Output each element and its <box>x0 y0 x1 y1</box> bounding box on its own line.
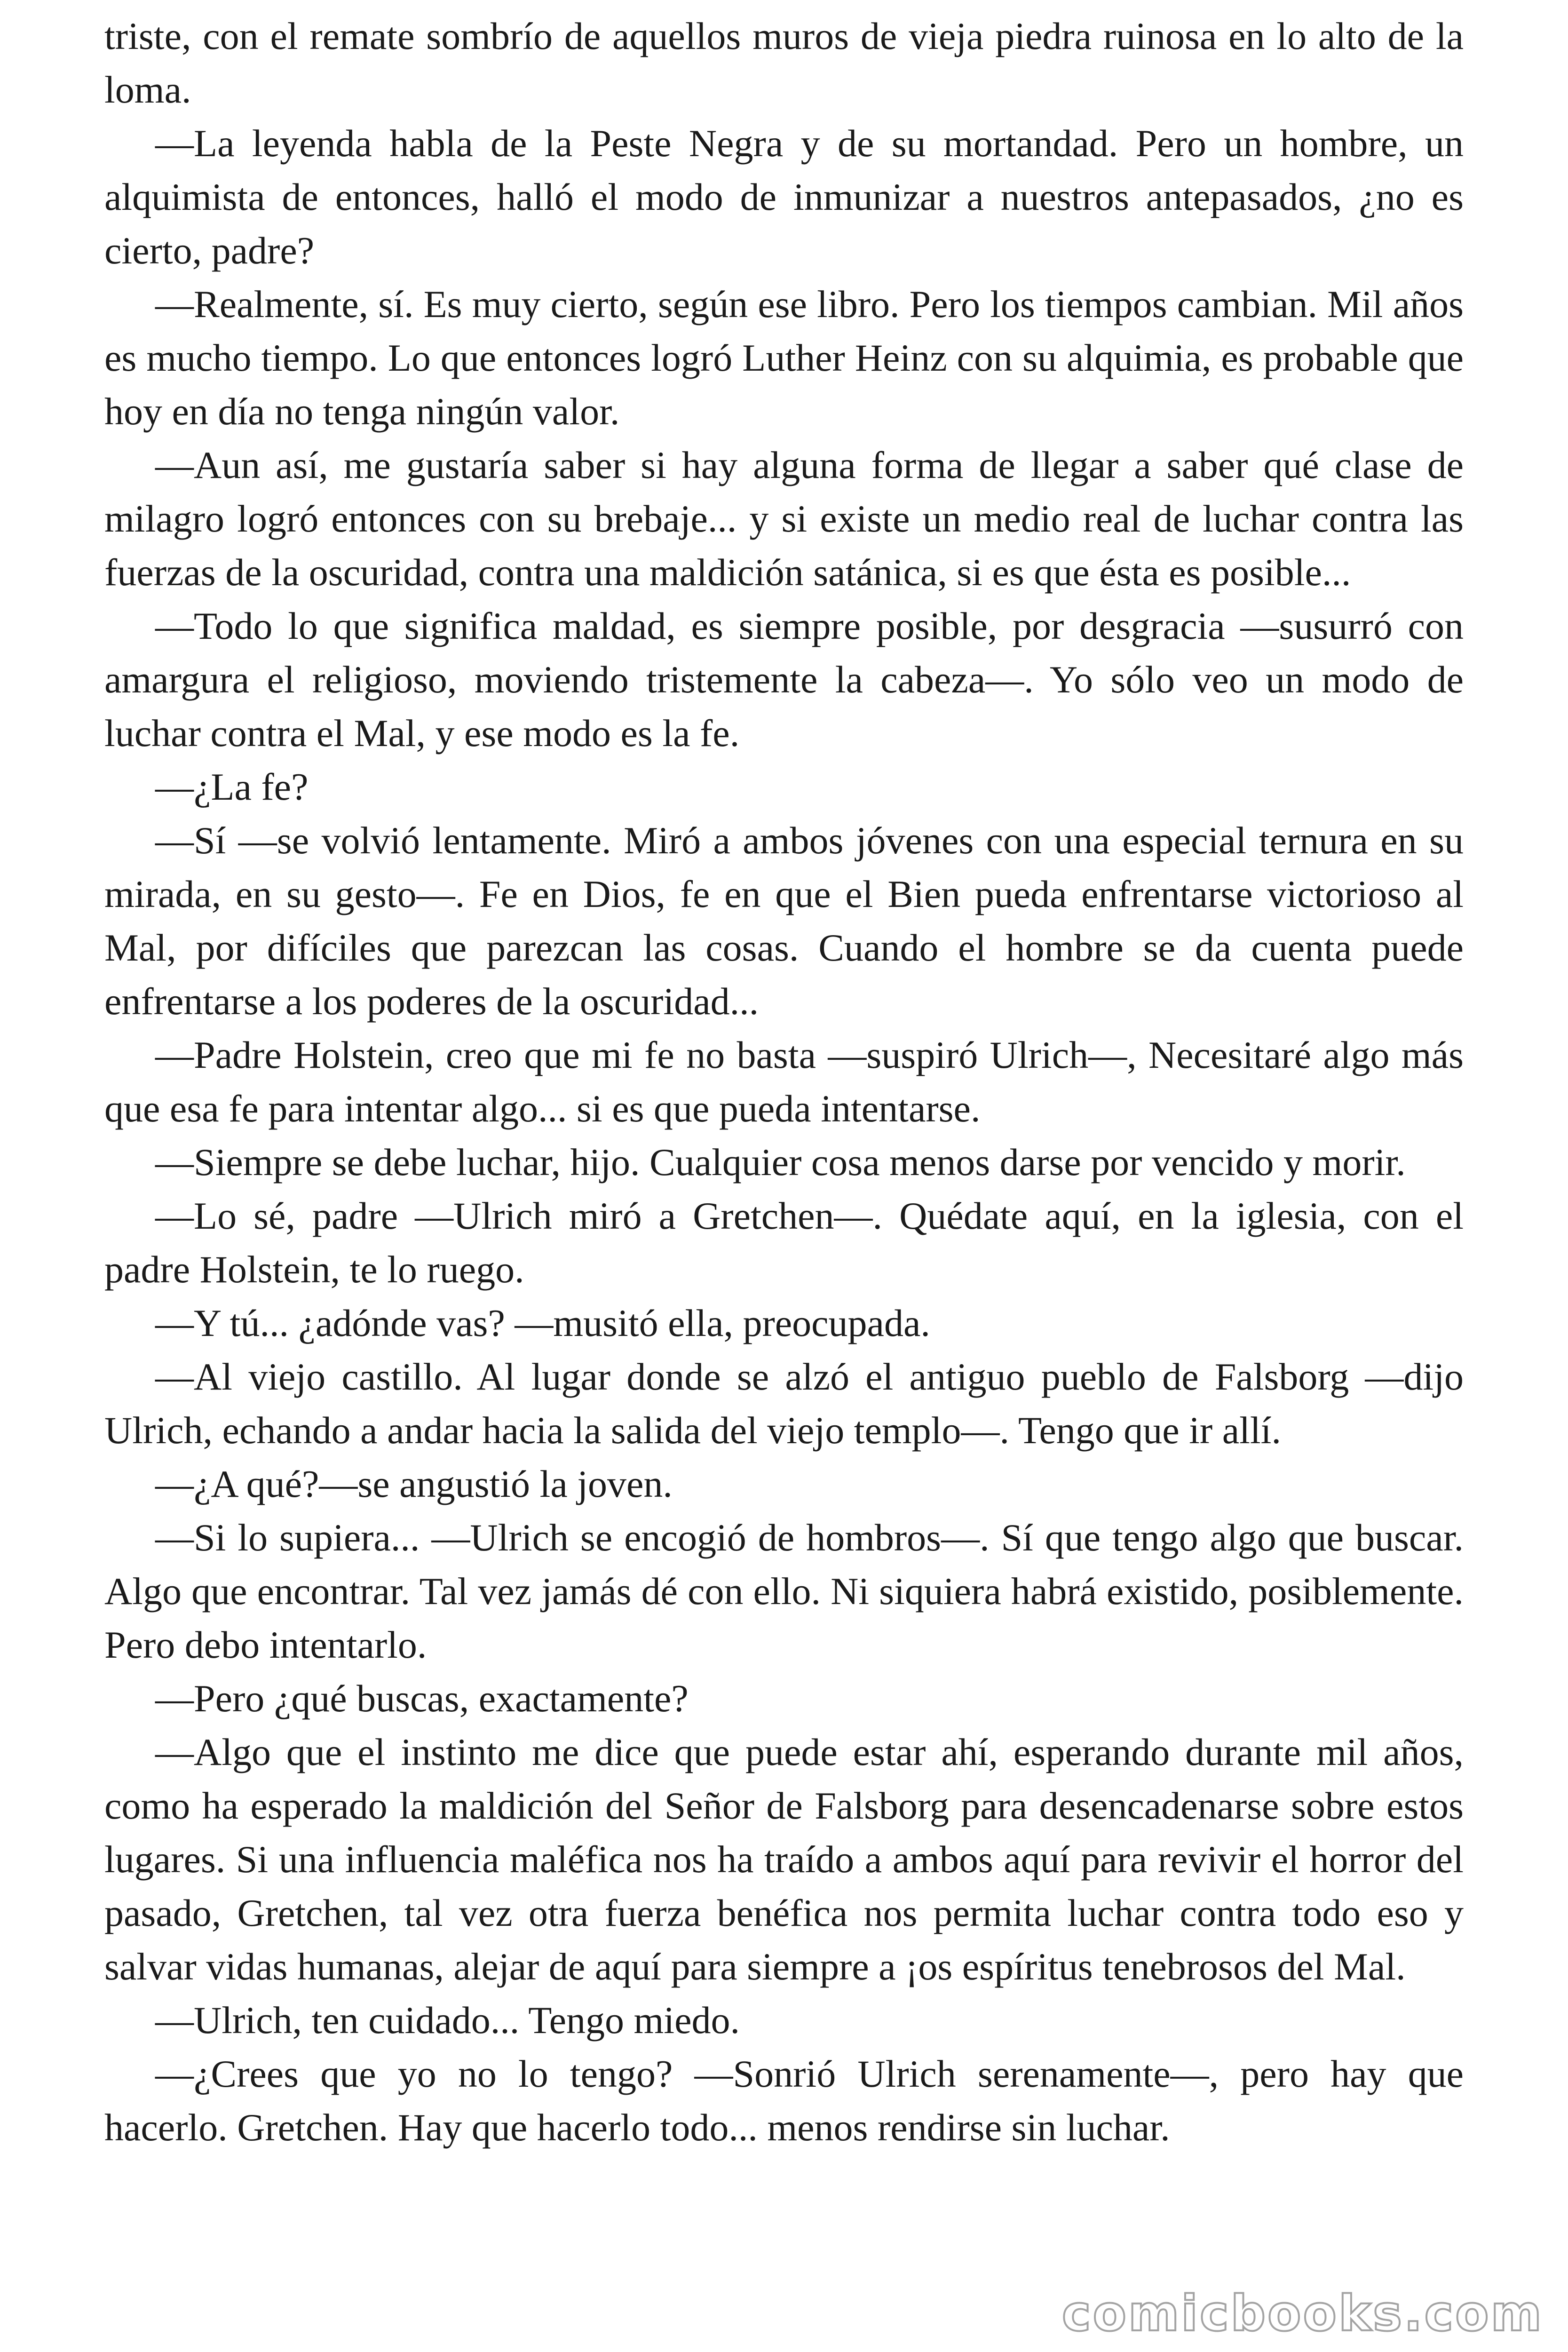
paragraph-1: triste, con el remate sombrío de aquellos muros de vieja piedra ruinosa en lo alto de la loma. <box>104 15 1464 111</box>
paragraph-3: —Realmente, sí. Es muy cierto, según ese libro. Pero los tiempos cambian. Mil años es mucho tiempo. Lo que entonces logró Luther Heinz con su alquimia, es probable que hoy en día no tenga ningún valor. <box>104 283 1464 433</box>
paragraph-2: —La leyenda habla de la Peste Negra y de su mortandad. Pero un hombre, un alquimista de entonces, halló el modo de inmunizar a nuestros antepasados, ¿no es cierto, padre? <box>104 122 1464 272</box>
paragraph-6: —¿La fe? <box>155 765 309 808</box>
paragraph-13: —¿A qué?—se angustió la joven. <box>155 1462 673 1505</box>
paragraph-18: —¿Crees que yo no lo tengo? —Sonrió Ulrich serenamente—, pero hay que hacerlo. Gretchen. Hay que hacerlo todo... menos rendirse sin luchar. <box>104 2052 1464 2149</box>
page-text-body <box>104 9 1464 2338</box>
paragraph-5: —Todo lo que significa maldad, es siempre posible, por desgracia —susurró con amargura el religioso, moviendo tristemente la cabeza—. Yo sólo veo un modo de luchar contra el Mal, y ese modo es la fe. <box>104 604 1464 755</box>
paragraph-12: —Al viejo castillo. Al lugar donde se alzó el antiguo pueblo de Falsborg —dijo Ulrich, echando a andar hacia la salida del viejo templo—. Tengo que ir allí. <box>104 1355 1464 1452</box>
paragraph-17: —Ulrich, ten cuidado... Tengo miedo. <box>155 1999 740 2042</box>
paragraph-16: —Algo que el instinto me dice que puede estar ahí, esperando durante mil años, como ha esperado la maldición del Señor de Falsborg para desencadenarse sobre estos lugares. Si una influencia maléfica nos ha traído a ambos aquí para revivir el horror del pasado, Gretchen, tal vez otra fuerza benéfica nos permita luchar contra todo eso y salvar vidas humanas, alejar de aquí para siempre a ¡os espíritus tenebrosos del Mal. <box>104 1731 1464 1988</box>
paragraph-10: —Lo sé, padre —Ulrich miró a Gretchen—. Quédate aquí, en la iglesia, con el padre Holstein, te lo ruego. <box>104 1194 1464 1291</box>
paragraph-7: —Sí —se volvió lentamente. Miró a ambos jóvenes con una especial ternura en su mirada, en su gesto—. Fe en Dios, fe en que el Bien pueda enfrentarse victorioso al Mal, por difíciles que parezcan las cosas. Cuando el hombre se da cuenta puede enfrentarse a los poderes de la oscuridad... <box>104 819 1464 1023</box>
paragraph-11: —Y tú... ¿adónde vas? —musitó ella, preocupada. <box>155 1302 930 1344</box>
paragraph-8: —Padre Holstein, creo que mi fe no basta —suspiró Ulrich—, Necesitaré algo más que esa fe para intentar algo... si es que pueda intentarse. <box>104 1033 1464 1130</box>
watermark-logo: comicbooks.com <box>1061 2285 1544 2342</box>
paragraph-14: —Si lo supiera... —Ulrich se encogió de hombros—. Sí que tengo algo que buscar. Algo que encontrar. Tal vez jamás dé con ello. Ni siquiera habrá existido, posiblemente. Pero debo intentarlo. <box>104 1516 1464 1666</box>
paragraph-9: —Siempre se debe luchar, hijo. Cualquier cosa menos darse por vencido y morir. <box>155 1141 1406 1184</box>
paragraph-4: —Aun así, me gustaría saber si hay alguna forma de llegar a saber qué clase de milagro logró entonces con su brebaje... y si existe un medio real de luchar contra las fuerzas de la oscuridad, contra una maldición satánica, si es que ésta es posible... <box>104 444 1464 594</box>
paragraph-15: —Pero ¿qué buscas, exactamente? <box>155 1677 689 1720</box>
